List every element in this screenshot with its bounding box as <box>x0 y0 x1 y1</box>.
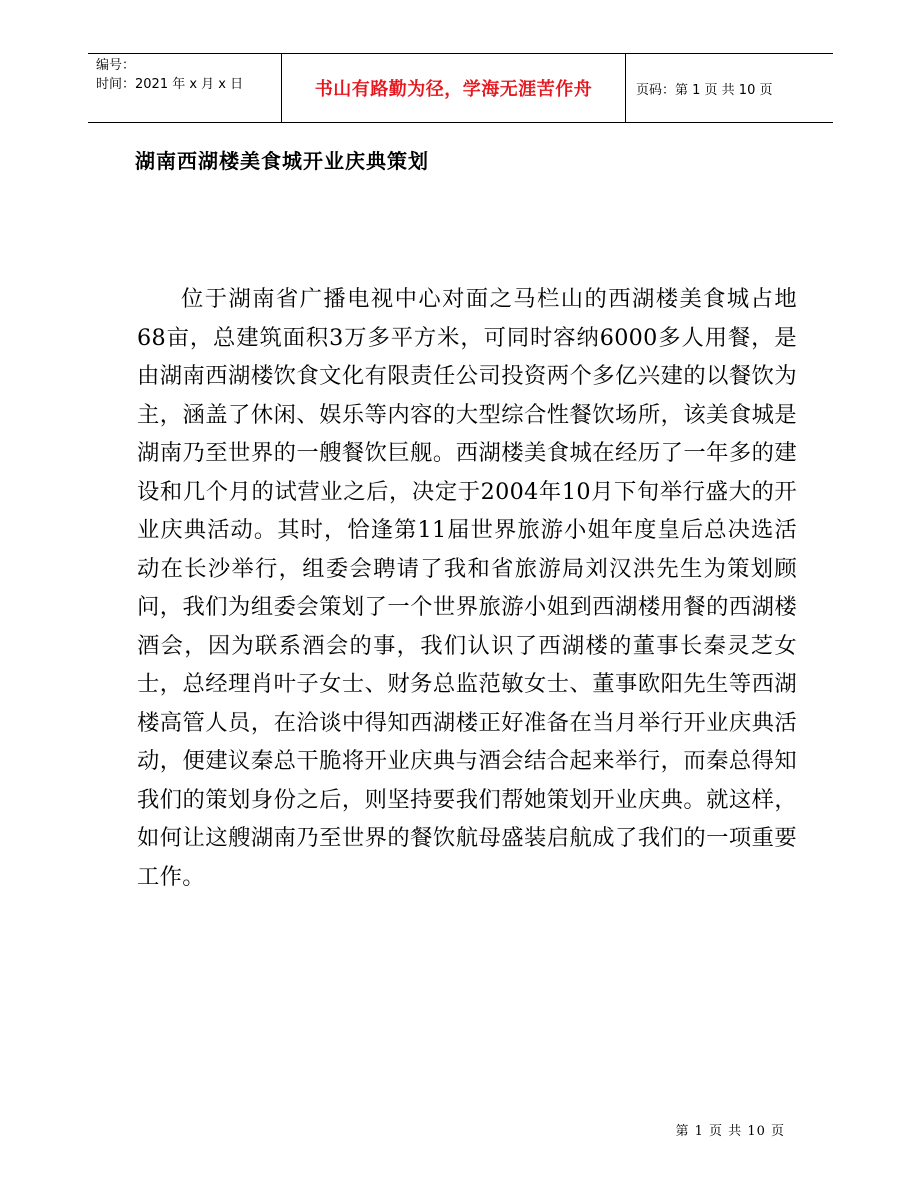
body-paragraph: 位于湖南省广播电视中心对面之马栏山的西湖楼美食城占地68亩，总建筑面积3万多平方米，可同时容纳6000多人用餐，是由湖南西湖楼饮食文化有限责任公司投资两个多亿兴建的以餐饮为主，涵盖了休闲、娱乐等内容的大型综合性餐饮场所，该美食城是湖南乃至世界的一艘餐饮巨舰。西湖楼美食城在经历了一年多的建设和几个月的试营业之后，决定于2004年10月下旬举行盛大的开业庆典活动。其时，恰逢第11届世界旅游小姐年度皇后总决选活动在长沙举行，组委会聘请了我和省旅游局刘汉洪先生为策划顾问，我们为组委会策划了一个世界旅游小姐到西湖楼用餐的西湖楼酒会，因为联系酒会的事，我们认识了西湖楼的董事长秦灵芝女士，总经理肖叶子女士、财务总监范敏女士、董事欧阳先生等西湖楼高管人员，在洽谈中得知西湖楼正好准备在当月举行开业庆典活动，便建议秦总干脆将开业庆典与酒会结合起来举行，而秦总得知我们的策划身份之后，则坚持要我们帮她策划开业庆典。就这样，如何让这艘湖南乃至世界的餐饮航母盛装启航成了我们的一项重要工作。 <box>137 286 797 890</box>
header-meta <box>88 54 282 122</box>
header-motto: 书山有路勤为径，学海无涯苦作舟 <box>282 54 626 122</box>
page-footer: 第 1 页 共 10 页 <box>675 1124 785 1139</box>
document-header <box>88 53 833 123</box>
serial-number-label: 编号： <box>96 58 136 73</box>
header-page-info: 页码：第 1 页 共 10 页 <box>636 82 773 98</box>
date-label: 时间：2021 年 x 月 x 日 <box>96 77 244 92</box>
document-title: 湖南西湖楼美食城开业庆典策划 <box>135 149 429 173</box>
